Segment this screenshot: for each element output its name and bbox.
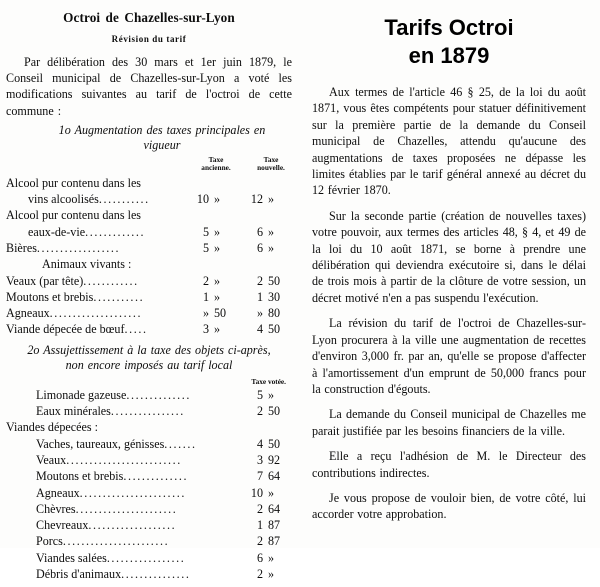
intro-text: Par délibération des 30 mars et 1er juin 1879, le Conseil municipal de Chazelles-sur-Lyon a voté les modifications suivantes au tarif de l'octroi de cette commune :: [6, 55, 292, 118]
row-label: [6, 517, 176, 533]
row-label-text: Agneaux: [36, 485, 80, 500]
section-2-heading-line1: 2o Assujettissement à la taxe des objets ci-après,: [27, 342, 271, 357]
value-francs: »: [202, 306, 209, 321]
paragraph-text: La demande du Conseil municipal de Chazelles me parait justifiée par les besoins financiers de la ville.: [312, 407, 586, 438]
row-label: [6, 240, 120, 256]
table-row: [6, 387, 292, 403]
table-row: [6, 533, 292, 549]
column-header-new-tax-line1: Taxe: [263, 154, 279, 164]
value-francs: 5: [256, 387, 263, 402]
value-centimes: »: [268, 192, 275, 207]
value-centimes: »: [268, 567, 275, 582]
row-value-voted: [246, 485, 288, 501]
row-value-new: [246, 289, 288, 305]
table-row: [6, 550, 292, 566]
row-value-voted: [246, 403, 288, 419]
row-value-new: [246, 224, 288, 240]
value-francs: 7: [256, 469, 263, 484]
row-label: [6, 191, 150, 207]
transcription-paragraph: [312, 315, 586, 397]
row-value-voted: [246, 566, 288, 582]
column-header-new-tax-line2: nouvelle.: [257, 163, 285, 173]
leader-dots: .............: [85, 224, 146, 239]
leader-dots: ..............: [123, 469, 189, 484]
value-francs: 2: [256, 567, 263, 582]
table-row: [6, 436, 292, 452]
table-row: [6, 305, 292, 321]
row-label-text: Veaux (par tête): [6, 273, 84, 288]
value-centimes: »: [268, 485, 275, 500]
value-centimes: 64: [268, 469, 281, 484]
section-1-heading-line2: vigueur: [143, 138, 181, 153]
row-value-new: [246, 240, 288, 256]
table-row: [6, 224, 292, 240]
value-francs: 1: [202, 289, 209, 304]
value-centimes: »: [268, 550, 275, 565]
value-francs: 2: [256, 404, 263, 419]
value-centimes: 30: [268, 289, 281, 304]
leader-dots: ..................: [36, 241, 121, 255]
value-francs: 10: [250, 485, 263, 500]
column-header-old-tax: [187, 156, 245, 173]
leader-dots: ......................: [75, 501, 178, 516]
row-label-text: Viandes salées: [36, 550, 107, 565]
value-francs: 6: [256, 224, 263, 239]
row-value-old: [192, 191, 234, 207]
row-label: [6, 403, 185, 419]
row-value-voted: [246, 452, 288, 468]
row-label: [6, 566, 191, 582]
row-label: [6, 501, 177, 517]
row-label-text: Bières: [6, 241, 37, 255]
leader-dots: ............: [83, 273, 139, 288]
row-label: [6, 289, 144, 305]
value-centimes: »: [214, 289, 221, 304]
row-label: Alcool pur contenu dans les: [6, 175, 142, 190]
transcription-paragraph: [312, 448, 586, 481]
row-value-old: [192, 305, 234, 321]
section-2-heading: [6, 343, 292, 374]
row-label-text: Vaches, taureaux, génisses: [36, 436, 165, 451]
value-centimes: »: [214, 322, 221, 337]
page-title: [312, 14, 586, 70]
row-label-text: Limonade gazeuse: [36, 387, 127, 402]
paragraph-text: Elle a reçu l'adhésion de M. le Directeur des contributions indirectes.: [312, 449, 586, 480]
row-label: [6, 452, 182, 468]
transcription-paragraph: [312, 84, 586, 199]
row-label: [6, 321, 148, 337]
row-label-text: Chevreaux: [36, 518, 89, 533]
value-francs: 5: [202, 224, 209, 239]
section-2-heading-line2: non encore imposés au tarif local: [65, 358, 233, 373]
table-row: [6, 175, 292, 191]
paragraph-text: Aux termes de l'article 46 § 25, de la loi du août 1871, vous êtes compétents pour statuer définitivement sur la première partie de la demande du Conseil municipal de Chazelles, attendu qu'aucune des augmentations de taxes proposées ne dépasse les limites établies par le tarif général annexé au décret du 12 février 1870.: [312, 85, 586, 198]
table-row: [6, 240, 292, 256]
row-label: [6, 550, 185, 566]
transcription-column: [300, 0, 600, 548]
table-row: [6, 517, 292, 533]
value-francs: 4: [256, 322, 263, 337]
value-centimes: 50: [268, 273, 281, 288]
section-1-heading-line1: 1o Augmentation des taxes principales en: [58, 122, 266, 137]
column-header-voted-tax: Taxe votée.: [251, 376, 286, 386]
table-row: [6, 289, 292, 305]
row-label: [6, 387, 191, 403]
row-label-text: Moutons et brebis: [36, 469, 124, 484]
value-centimes: 50: [268, 404, 281, 419]
value-francs: 4: [256, 436, 263, 451]
row-label: Alcool pur contenu dans les: [6, 208, 142, 223]
value-centimes: »: [268, 241, 275, 255]
value-centimes: 87: [268, 518, 281, 533]
document-subtitle: Révision du tarif: [111, 34, 187, 44]
transcription-paragraph: [312, 208, 586, 306]
paragraph-text: Je vous propose de vouloir bien, de votre côté, lui accorder votre approbation.: [312, 490, 586, 522]
row-label-text: Veaux: [36, 452, 67, 467]
leader-dots: .................: [106, 550, 186, 565]
row-label: [6, 485, 186, 501]
value-centimes: »: [214, 273, 221, 288]
value-centimes: »: [214, 241, 221, 255]
table-row: [6, 403, 292, 419]
row-value-new: [246, 321, 288, 337]
group-label-cut-meats: Viandes dépecées :: [6, 420, 98, 435]
column-header-new-tax: [242, 156, 300, 173]
table-row: [6, 273, 292, 289]
value-centimes: »: [268, 387, 275, 402]
leader-dots: ..............: [126, 387, 192, 402]
value-francs: 2: [256, 534, 263, 549]
row-label: [6, 224, 145, 240]
table-row: [6, 485, 292, 501]
leader-dots: ................: [110, 404, 185, 419]
row-value-voted: [246, 533, 288, 549]
row-value-voted: [246, 387, 288, 403]
row-label-text: Eaux minérales: [36, 404, 111, 419]
page-title-line2: en 1879: [408, 43, 490, 68]
row-label-text: Chèvres: [36, 501, 76, 516]
row-value-old: [192, 321, 234, 337]
value-centimes: 87: [268, 534, 281, 549]
value-francs: 1: [256, 289, 263, 304]
value-centimes: 50: [214, 306, 227, 321]
row-value-old: [192, 224, 234, 240]
leader-dots: ....................: [49, 306, 143, 321]
table-row: [6, 207, 292, 223]
value-francs: 2: [256, 501, 263, 516]
row-label-text: eaux-de-vie: [28, 224, 86, 239]
value-francs: 3: [202, 322, 209, 337]
row-label-text: Porcs: [36, 534, 63, 549]
value-francs: »: [256, 306, 263, 321]
paragraph-text: La révision du tarif de l'octroi de Chazelles-sur-Lyon procurera à la ville une augmentation de recettes d'environ 3,000 fr. par an, qu'elle se propose d'affecter à l'amortissement d'un emprunt de 50,000 francs pour la construction d'égouts.: [312, 316, 586, 396]
row-value-new: [246, 273, 288, 289]
table-row: [6, 321, 292, 337]
value-francs: 10: [196, 192, 209, 207]
scanned-document-column: [0, 0, 300, 582]
value-francs: 2: [256, 273, 263, 288]
value-centimes: »: [214, 224, 221, 239]
transcription-paragraph: [312, 490, 586, 523]
row-label: [6, 436, 197, 452]
row-label-text: vins alcoolisés: [28, 192, 99, 207]
value-centimes: 50: [268, 436, 281, 451]
row-value-voted: [246, 517, 288, 533]
row-value-voted: [246, 501, 288, 517]
value-centimes: 64: [268, 501, 281, 516]
table-row: [6, 501, 292, 517]
value-francs: 5: [202, 241, 209, 255]
row-value-old: [192, 289, 234, 305]
value-centimes: »: [268, 224, 275, 239]
column-header-old-tax-line2: ancienne.: [201, 163, 231, 173]
document-title: Octroi de Chazelles-sur-Lyon: [63, 10, 235, 25]
tariff-table-1-headers: [6, 156, 292, 175]
row-label: [6, 533, 169, 549]
value-centimes: 80: [268, 306, 281, 321]
transcription-paragraph: [312, 406, 586, 439]
value-francs: 12: [250, 192, 263, 207]
leader-dots: ...............: [121, 567, 191, 582]
leader-dots: .......................: [79, 485, 187, 500]
row-label: [6, 273, 139, 289]
page-title-line1: Tarifs Octroi: [384, 15, 514, 40]
row-value-voted: [246, 436, 288, 452]
table-row: [6, 566, 292, 582]
group-label-living-animals: Animaux vivants :: [42, 257, 132, 272]
leader-dots: .........................: [66, 452, 182, 467]
value-centimes: »: [214, 192, 221, 207]
column-header-old-tax-line1: Taxe: [208, 154, 224, 164]
leader-dots: .......: [164, 436, 197, 451]
value-francs: 6: [256, 550, 263, 565]
value-francs: 1: [256, 518, 263, 533]
row-value-voted: [246, 550, 288, 566]
leader-dots: .......................: [62, 534, 170, 549]
row-value-old: [192, 240, 234, 256]
row-label-text: Débris d'animaux: [36, 567, 122, 582]
leader-dots: .....: [124, 322, 148, 337]
leader-dots: ...........: [98, 192, 150, 207]
value-centimes: 50: [268, 322, 281, 337]
row-label: [6, 305, 142, 321]
table-row: [6, 468, 292, 484]
value-francs: 3: [256, 452, 263, 467]
table-row: [6, 452, 292, 468]
row-value-old: [192, 273, 234, 289]
row-value-new: [246, 305, 288, 321]
row-value-new: [246, 191, 288, 207]
row-label: [6, 468, 188, 484]
section-1-heading: [6, 123, 292, 154]
row-label-text: Moutons et brebis: [6, 289, 94, 304]
paragraph-text: Sur la seconde partie (création de nouvelles taxes) votre pouvoir, aux termes des articles 48, § 4, et 49 de la loi du 10 août 1871, se borne à prendre une délibération qui deviendra exécutoire si, dans le délai de trois mois à partir de la clôture de votre session, un décret motivé n'en a pas suspendu l'exécution.: [312, 208, 586, 305]
row-label-text: Agneaux: [6, 306, 50, 321]
intro-paragraph: [6, 54, 292, 119]
value-francs: 2: [202, 273, 209, 288]
value-francs: 6: [256, 241, 263, 255]
leader-dots: ...................: [88, 518, 177, 533]
value-centimes: 92: [268, 452, 281, 467]
table-row: [6, 191, 292, 207]
row-label-text: Viande dépecée de bœuf: [6, 322, 125, 337]
row-value-voted: [246, 468, 288, 484]
leader-dots: ...........: [93, 289, 145, 304]
